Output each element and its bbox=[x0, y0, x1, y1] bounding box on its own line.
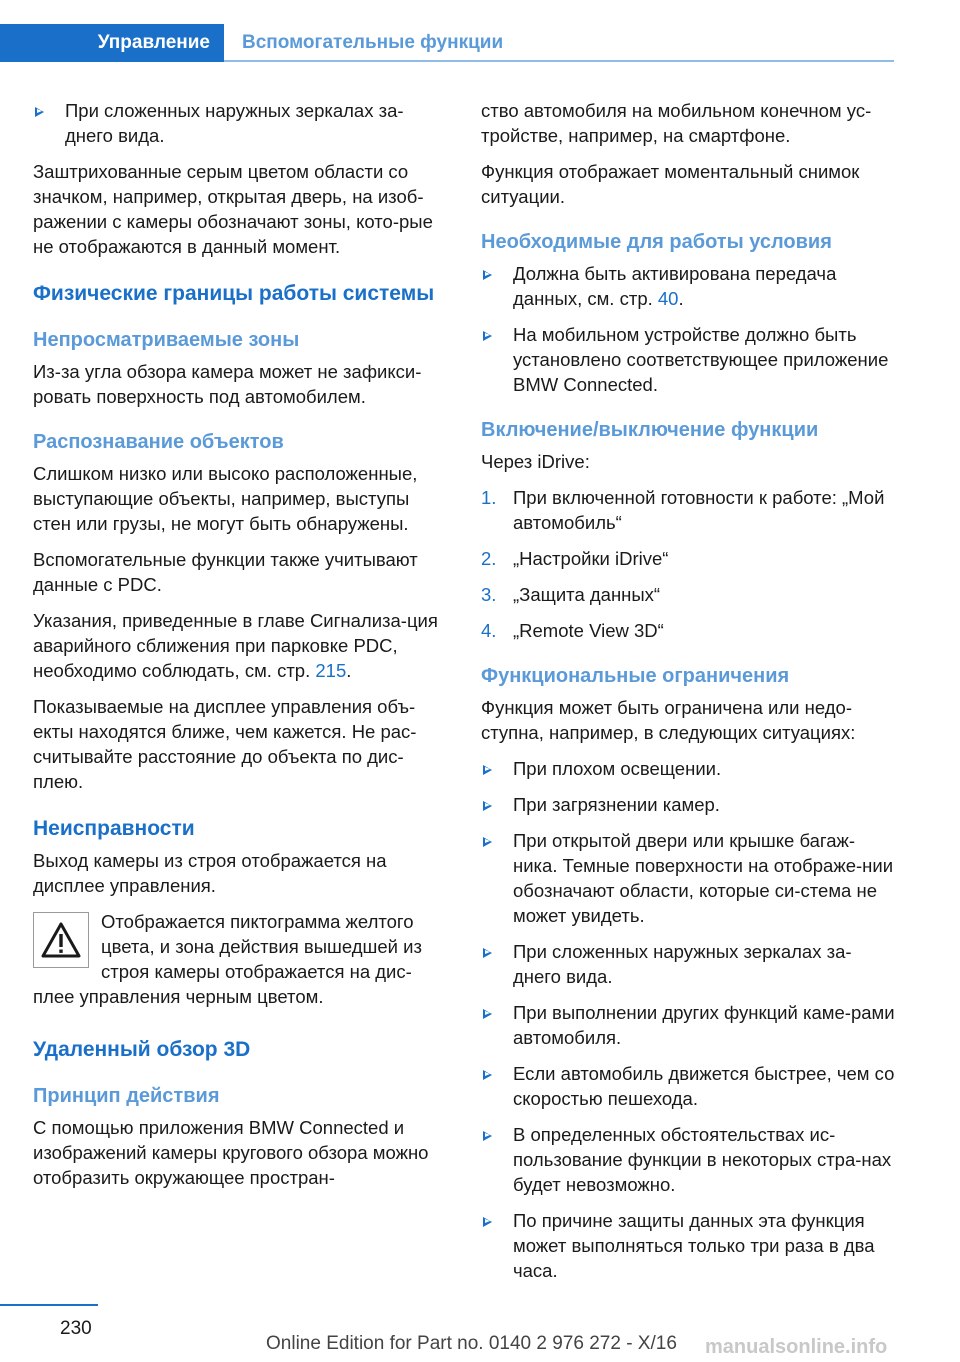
step-text: „Remote View 3D“ bbox=[513, 620, 664, 641]
triangle-bullet-icon bbox=[481, 1122, 513, 1197]
step-number: 2. bbox=[481, 548, 497, 569]
heading-malfunctions: Неисправности bbox=[33, 817, 195, 840]
paragraph: Через iDrive: bbox=[481, 451, 590, 472]
numbered-step bbox=[481, 618, 896, 643]
heading-blind-zones: Непросматриваемые зоны bbox=[33, 329, 300, 351]
list-item-text: На мобильном устройстве должно быть установлено соответствующее приложение BMW Connected. bbox=[513, 324, 889, 395]
list-item bbox=[33, 98, 448, 148]
step-text: „Защита данных“ bbox=[513, 584, 661, 605]
step-number: 4. bbox=[481, 620, 497, 641]
list-item-text bbox=[513, 261, 896, 311]
triangle-bullet-icon bbox=[481, 828, 513, 928]
header-divider bbox=[224, 60, 894, 62]
paragraph: Из-за угла обзора камера может не зафикси-ровать поверхность под автомобилем. bbox=[33, 361, 422, 407]
paragraph: ство автомобиля на мобильном конечном ус-тройстве, например, на смартфоне. bbox=[481, 100, 872, 146]
numbered-step bbox=[481, 546, 896, 571]
triangle-bullet-icon bbox=[481, 792, 513, 817]
heading-requirements: Необходимые для работы условия bbox=[481, 231, 832, 253]
page-number: 230 bbox=[60, 1318, 92, 1339]
triangle-bullet-icon bbox=[481, 1000, 513, 1050]
heading-on-off: Включение/выключение функции bbox=[481, 419, 819, 441]
list-item-text: При загрязнении камер. bbox=[513, 794, 720, 815]
list-item-text: Если автомобиль движется быстрее, чем со скоростью пешехода. bbox=[513, 1063, 895, 1109]
warning-text: Отображается пиктограмма желтого цвета, и зона действия вышедшей из строя камеры отображается на дис-плее управления черным цветом. bbox=[33, 911, 422, 1007]
triangle-bullet-icon bbox=[481, 939, 513, 989]
paragraph: Показываемые на дисплее управления объ-екты находятся ближе, чем кажется. Не рас-считывайте расстояние до объекта по дис-плею. bbox=[33, 696, 417, 792]
step-number: 1. bbox=[481, 487, 497, 508]
list-item-text: При сложенных наружных зеркалах за-днего вида. bbox=[65, 100, 404, 146]
triangle-bullet-icon bbox=[481, 1208, 513, 1283]
paragraph: Выход камеры из строя отображается на дисплее управления. bbox=[33, 850, 387, 896]
paragraph: С помощью приложения BMW Connected и изображений камеры кругового обзора можно отобразить окружающее простран- bbox=[33, 1117, 429, 1188]
paragraph: Слишком низко или высоко расположенные, выступающие объекты, например, выступы стен или грузы, не могут быть обнаружены. bbox=[33, 463, 418, 534]
step-text: При включенной готовности к работе: „Мой автомобиль“ bbox=[513, 487, 885, 533]
list-item-text: При сложенных наружных зеркалах за-днего вида. bbox=[513, 941, 852, 987]
heading-function-limits: Функциональные ограничения bbox=[481, 665, 790, 687]
paragraph: Функция может быть ограничена или недо-ступна, например, в следующих ситуациях: bbox=[481, 697, 856, 743]
list-item bbox=[481, 756, 896, 781]
list-item-text: По причине защиты данных эта функция может выполняться только три раза в два часа. bbox=[513, 1210, 875, 1281]
section-tab-active[interactable] bbox=[0, 24, 224, 62]
triangle-bullet-icon bbox=[33, 98, 65, 148]
right-column bbox=[481, 98, 896, 1294]
triangle-bullet-icon bbox=[481, 261, 513, 311]
list-item bbox=[481, 1000, 896, 1050]
triangle-bullet-icon bbox=[481, 1061, 513, 1111]
triangle-bullet-icon bbox=[481, 322, 513, 397]
list-item-text: При открытой двери или крышке багаж-ника. Темные поверхности на отображе-нии обозначают области, которые си-стема не может увидеть. bbox=[513, 830, 894, 926]
section-tab-label: Вспомогательные функции bbox=[242, 32, 504, 53]
warning-note bbox=[33, 909, 448, 1009]
numbered-step bbox=[481, 485, 896, 535]
list-item bbox=[481, 322, 896, 397]
page-reference-link[interactable]: 215 bbox=[315, 660, 347, 681]
list-item bbox=[481, 792, 896, 817]
paragraph: Вспомогательные функции также учитывают данные с PDC. bbox=[33, 549, 418, 595]
list-item-text-part: . bbox=[678, 288, 684, 309]
heading-remote-view: Удаленный обзор 3D bbox=[33, 1038, 251, 1061]
paragraph: Заштрихованные серым цветом области со значком, например, открытая дверь, на изоб-ражении с камеры обозначают зоны, кото-рые не отображаются в данный момент. bbox=[33, 161, 433, 257]
step-number: 3. bbox=[481, 584, 497, 605]
list-item-text-part: Должна быть активирована передача данных, см. стр. bbox=[513, 263, 837, 309]
paragraph-text: Указания, приведенные в главе Сигнализа-ция аварийного сближения при парковке PDC, необходимо соблюдать, см. стр. bbox=[33, 610, 438, 681]
list-item bbox=[481, 1061, 896, 1111]
paragraph: Функция отображает моментальный снимок ситуации. bbox=[481, 161, 860, 207]
heading-object-recognition: Распознавание объектов bbox=[33, 431, 284, 453]
list-item bbox=[481, 828, 896, 928]
warning-triangle-icon bbox=[33, 912, 89, 968]
heading-physical-limits: Физические границы работы системы bbox=[33, 282, 435, 305]
edition-note: Online Edition for Part no. 0140 2 976 272 - X/16 bbox=[266, 1333, 677, 1354]
section-tab-label: Управление bbox=[97, 32, 210, 53]
step-text: „Настройки iDrive“ bbox=[513, 548, 669, 569]
numbered-step bbox=[481, 582, 896, 607]
paragraph bbox=[33, 608, 448, 683]
list-item-text: При выполнении других функций каме-рами автомобиля. bbox=[513, 1002, 895, 1048]
left-column bbox=[33, 98, 448, 1201]
list-item bbox=[481, 1208, 896, 1283]
paragraph-text: . bbox=[346, 660, 352, 681]
list-item-text: В определенных обстоятельствах ис-пользование функции в некоторых стра-нах будет невозможно. bbox=[513, 1124, 892, 1195]
triangle-bullet-icon bbox=[481, 756, 513, 781]
list-item-text: При плохом освещении. bbox=[513, 758, 722, 779]
page-reference-link[interactable]: 40 bbox=[657, 288, 679, 309]
list-item bbox=[481, 1122, 896, 1197]
list-item bbox=[481, 939, 896, 989]
footer-rule bbox=[0, 1304, 98, 1306]
watermark: manualsonline.info bbox=[705, 1336, 888, 1358]
section-tab-inactive[interactable] bbox=[242, 24, 503, 62]
heading-principle: Принцип действия bbox=[33, 1085, 220, 1107]
list-item bbox=[481, 261, 896, 311]
